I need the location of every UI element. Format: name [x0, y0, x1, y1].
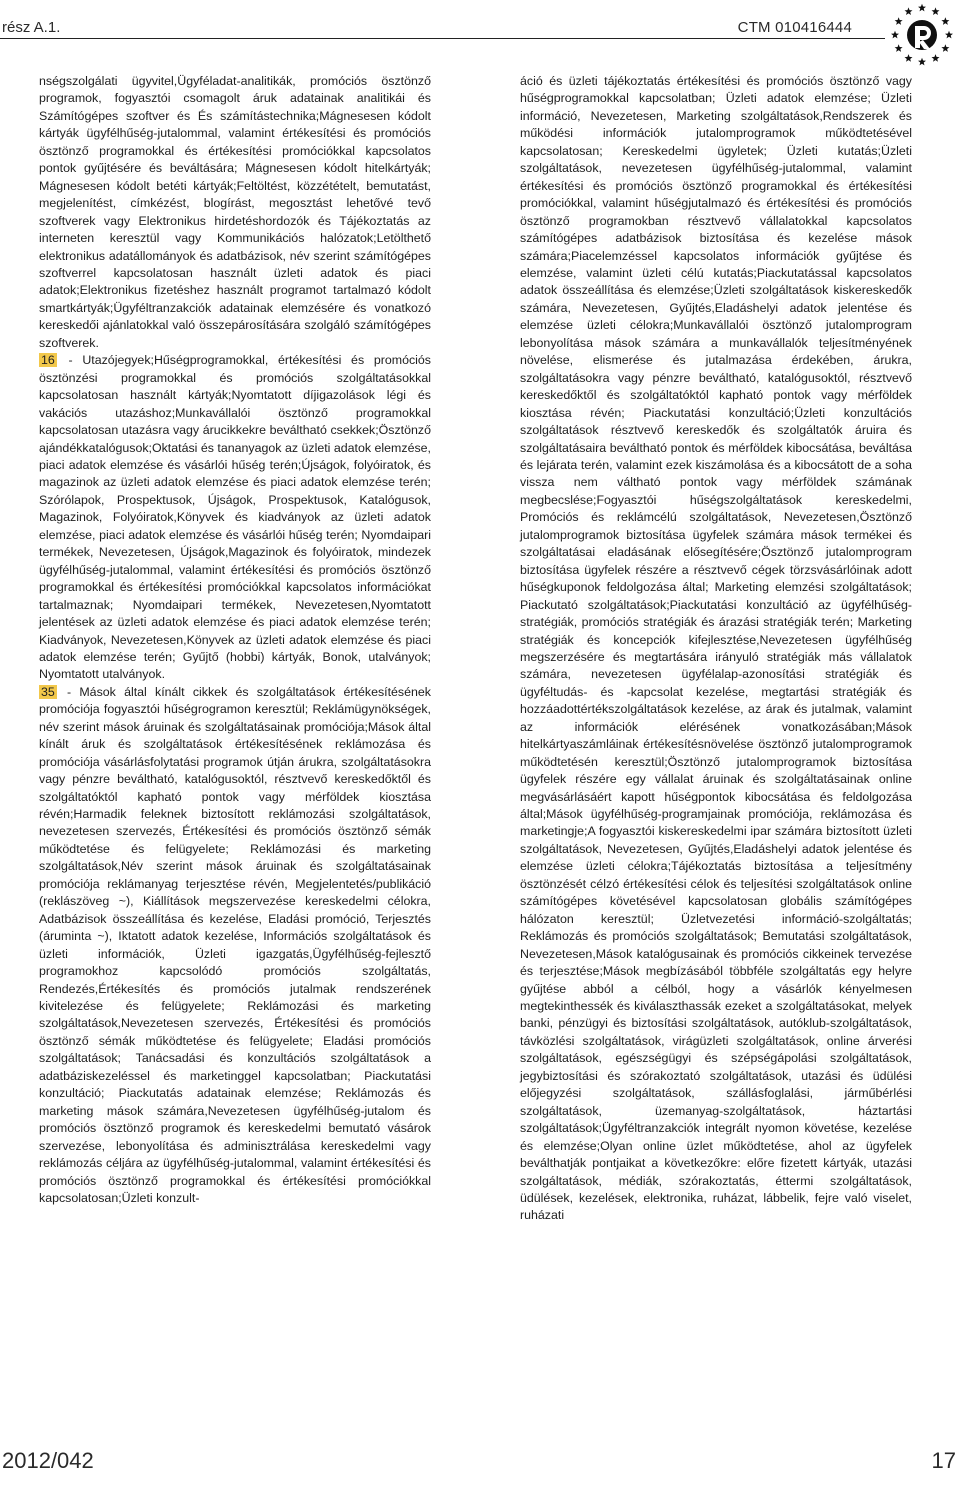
part-label: rész A.1.: [2, 19, 61, 36]
eu-stars-logo-icon: [885, 0, 957, 70]
logo-star: [918, 4, 926, 12]
class-16-number: 16: [41, 353, 55, 368]
logo-star: [905, 7, 913, 15]
page-header: [0, 0, 960, 70]
document-code: CTM 010416444: [737, 19, 852, 36]
logo-star: [932, 54, 940, 62]
logo-star: [918, 58, 926, 66]
logo-star: [932, 7, 940, 15]
right-column: [520, 73, 912, 1225]
class-35-paragraph: [39, 684, 431, 1208]
header-rule: [0, 38, 885, 39]
logo-star: [905, 54, 913, 62]
left-column: [39, 73, 431, 1207]
right-column-paragraph: áció és üzleti tájékoztatás értékesítési és promóciós ösztönző vagy hűségprogramokkal kapcsolatban; Üzleti adatok elemzése; Üzleti információ, Nevezetesen, Marketing szolgáltatások,Rendszerek és működési információk jutalomprogramok működtetésével kapcsolatosan; Kereskedelmi ügyletek; Üzleti kutatás;Üzleti szolgáltatások, nevezetesen ügyfélhűség-jutalommal, valamint értékesítési és promóciós ösztönző programokkal és értékesítési promóciókkal, valamint hűségjutalmazó és értékesítési és promóciós ösztönző programokban résztvevő vállalatokkal kapcsolatos számítógépes adatbázisok biztosítása és kezelése mások számára;Piacelemzéssel kapcsolatos információk gyűjtése és elemzése, valamint üzleti célú kutatás;Piackutatással kapcsolatos adatok összeállítása és elemzése;Üzleti szolgáltatások kiskereskedők számára, Nevezetesen, Gyűjtés,Eladáshelyi adatok jelentése és elemzése üzleti célokra;Munkavállalói ösztönző jutalomprogram lebonyolítása mások számára a munkavállalók teljesítményének növelése, elismerése és jutalmazása érdekében, árukra, szolgáltatásokra vagy pénzre beváltható, katalógusoktól, résztvevő kereskedőktől és szolgáltatóktól kapható pontok vagy mérföldek kiosztása révén; Piackutatási konzultáció;Üzleti konzultációs szolgáltatások résztvevő kereskedők és szolgáltatók áruira és szolgáltatásaira beváltható pontok és mérföldek kibocsátása, beváltása és lejárata terén, valamint ezek kiszámolása és a kibocsátott de a soha vissza nem váltható pontok vagy mérföldek számának megbecslése;Fogyasztói hűségszolgáltatások kereskedelmi, Promóciós és reklámcélú szolgáltatások, Nevezetesen,Ösztönző jutalomprogramok biztosítása ügyfelek számára mások termékei és szolgáltatásai eladásának elősegítésére;Ösztönző jutalomprogram biztosítása ügyfelek részére a résztvevő cégek törzsvásárlóinak adott hűségkuponok feldolgozása által; Marketing elemzési szolgáltatások; Piackutató szolgáltatások;Piackutatási konzultáció az ügyfélhűség-stratégiák, promóciós stratégiák és árazási stratégiák terén; Marketing stratégiák és koncepciók kifejlesztése,Nevezetesen ügyfélhűség megszerzésére és megtartására irányuló stratégiák más vállalatok számára, nevezetesen ügyfélalap-azonosítási stratégiák és ügyféltudás- és -kapcsolat kezelése, megtartási stratégiák és hozzáadottértékszolgáltatások kezelése, az árak és jutalmak, valamint az információk elérésének vonatkozásában;Mások hitelkártyaszámláinak értékesítésnövelése ösztönző jutalomprogramok működtetésén keresztül;Ösztönző jutalomprogramok biztosítása ügyfelek részére egy vállalat áruinak és szolgáltatásainak online megvásárlásáért kapott hűségpontok kibocsátása és feldolgozása által;Mások ügyfélhűség-programjainak promóciója, reklámozása és marketingje;A fogyasztói kiskereskedelmi ipar számára biztosított üzleti szolgáltatások, Nevezetesen, Gyűjtés,Eladáshelyi adatok jelentése és elemzése üzleti célokra;Tájékoztatás biztosítása a teljesítmény ösztönzését célzó értékesítési célok és teljesítési szolgáltatások online számítógépes követésével kapcsolatosan globális számítógépes hálózaton keresztül; Üzletvezetési információ-szolgáltatás; Reklámozás és promóciós szolgáltatások; Bemutatási szolgáltatások, Nevezetesen,Mások katalógusainak és promóciós cikkeinek tervezése és terjesztése;Mások megbízásából többféle szolgáltatás egy helyre gyűjtése abból a célból, hogy a vásárlók kényelmesen megtekinthessék és kiválaszthassák ezeket a szolgáltatásokat, melyek banki, pénzügyi és biztosítási szolgáltatások, autóklub-szolgáltatások, távközlési szolgáltatások, virágüzleti szolgáltatások, online árverési szolgáltatások, egészségügyi és szépségápolási szolgáltatások, jegybiztosítási és szórakoztató szolgáltatások, utazási és üdülési előjegyzési szolgáltatások, szállásfoglalási, járműbérlési szolgáltatások, üzemanyag-szolgáltatások, háztartási szolgáltatások;Ügyféltranzakciók integrált nyomon követése, kezelése és elemzése;Olyan online üzlet működtetése, ahol az ügyfelek beválthatják pontjaikat a következőkre: előre fizetett kártyák, utazási szolgáltatások, médiák, szórakoztatás, éttermi szolgáltatások, üdülések, kezelések, elektronika, ruházat, lábbelik, fejre való viselet, ruházati: [520, 74, 912, 1223]
logo-star: [945, 31, 953, 39]
logo-star: [941, 17, 949, 25]
class-16-text: - Utazójegyek;Hűségprogramokkal, értékesítési és promóciós ösztönzési programokkal és promóciós szolgáltatásokkal kapcsolatosan használt kártyák;Nyomtatott díjigazolások légi és vakációs utazáshoz;Munkavállalói ösztönző programokkal kapcsolatosan utazásra vagy árucikkekre beváltható csekkek;Ösztönző ajándékkatalógusok;Oktatási és tananyagok az üzleti adatok elemzése, piaci adatok elemzése és vásárlói hűség terén;Újságok, folyóiratok, és magazinok az üzleti adatok elemzése és piaci adatok elemzése terén; Szórólapok, Prospektusok, Újságok, Prospektusok, Katalógusok, Magazinok, Folyóiratok,Könyvek és kiadványok az üzleti adatok elemzése, piaci adatok elemzése és vásárlói hűség terén; Nyomdaipari termékek, Nevezetesen, Újságok,Magazinok és folyóiratok, mindezek ügyfélhűség-jutalommal, valamint értékesítési és promóciós ösztönző programokkal és értékesítési promóciókkal kapcsolatos információkat tartalmaznak; Nyomdaipari termékek, Nevezetesen,Nyomtatott jelentések az üzleti adatok elemzése és piaci adatok elemzése terén; Kiadványok, Nevezetesen,Könyvek az üzleti adatok elemzése és piaci adatok elemzése terén; Gyűjtő (hobbi) kártyák, Bonok, utalványok; Nyomtatott utalványok.: [39, 353, 431, 682]
logo-star: [891, 31, 899, 39]
class-35-number: 35: [41, 684, 55, 699]
content-columns: [39, 73, 919, 1413]
logo-star: [895, 17, 903, 25]
class-35-text: - Mások által kínált cikkek és szolgáltatások értékesítésének promóciója fogyasztói hűségrogramon keresztül; Reklámügynökségek, név szerint mások áruinak és szolgáltatásainak promóciója;Mások által kínált áruk és szolgáltatások értékesítésének reklámozása és promóciója vásárlásfolytatási programok útján árukra, szolgáltatásokra vagy pénzre beváltható, katalógusoktól, résztvevő kereskedőktől és szolgáltatóktól kapható pontok vagy mérföldek kiosztása révén;Harmadik feleknek biztosított reklámozási szolgáltatások, nevezetesen szervezés, Értékesítési és promóciós ösztönző sémák működtetése és felügyelete; Reklámozási és marketing szolgáltatások,Név szerint mások áruinak és szolgáltatásainak promóciója reklámanyag terjesztése révén, Megjelentetés/publikáció (reklászöveg ~), Kiállítások megszervezése kereskedelmi célokra, Adatbázisok összeállítása és kezelése, Eladási promóció, Terjesztés (áruminta ~), Iktatott adatok kezelése, Információs szolgáltatások és üzleti információk, Üzleti igazgatás,Ügyfélhűség-fejlesztő programokhoz kapcsolódó promóciós szolgáltatás, Rendezés,Értékesítés és promóciós jutalmak rendszerének kivitelezése és felügyelete; Reklámozási és marketing szolgáltatások,Nevezetesen szervezés, Értékesítési és promóciós ösztönző sémák működtetése és felügyelete; Eladási promóciós szolgáltatások; Tanácsadási és konzultációs szolgáltatások a adatbáziskezeléssel és marketinggel kapcsolatban; Piackutatási konzultáció; Piackutatás adatainak elemzése; Reklámozás és marketing mások számára,Nevezetesen ügyfélhűség-jutalom és promóciós ösztönző programok és kereskedelmi bemutató vásárok szervezése, lebonyolítása és adminisztrálása kereskedelmi vagy reklámozás céljára az ügyfélhűség-jutalommal, valamint értékesítési és promóciós ösztönző programokkal és értékesítési promóciókkal kapcsolatosan;Üzleti konzult-: [39, 684, 431, 1205]
logo-star: [895, 44, 903, 52]
page-number: 17: [931, 1448, 956, 1473]
bulletin-number: 2012/042: [2, 1448, 94, 1473]
intro-paragraph: nségszolgálati ügyvitel,Ügyféladat-analitikák, promóciós ösztönző programok, fogyasztói csomagolt áruk adatainak analitikái és Számítógépes szoftver és És számítástechnika;Mágnesesen kódolt kártyák ügyfélhűség-jutalommal, valamint értékesítési és promóciós ösztönző programokkal és értékesítési promóciókkal kapcsolatos pontok gyűjtésére és beváltására; Mágnesesen kódolt hitelkártyák; Mágnesesen kódolt betéti kártyák;Feltöltést, közzétételt, bemutatást, megjelenítést, címkézést, blogírást, megosztást lehetővé tevő szoftverek vagy Elektronikus hirdetéshordozók és Tájékoztatás az interneten keresztül vagy Kommunikációs halózatok;Letölthető elektronikus adatállományok és adatbázisok, név szerint számítógépes szoftverrel kapcsolatosan használt üzleti adatok és piaci adatok;Elektronikus fizetéshez használt programot tartalmazó kódolt smartkártyák;Ügyféltranzakciók adatainak elemzésére és vonatkozó kereskedői ajánlatokkal való összepárosítására szolgáló számítógépes szoftverek.: [39, 74, 431, 350]
logo-star: [941, 44, 949, 52]
class-16-paragraph: [39, 352, 431, 684]
